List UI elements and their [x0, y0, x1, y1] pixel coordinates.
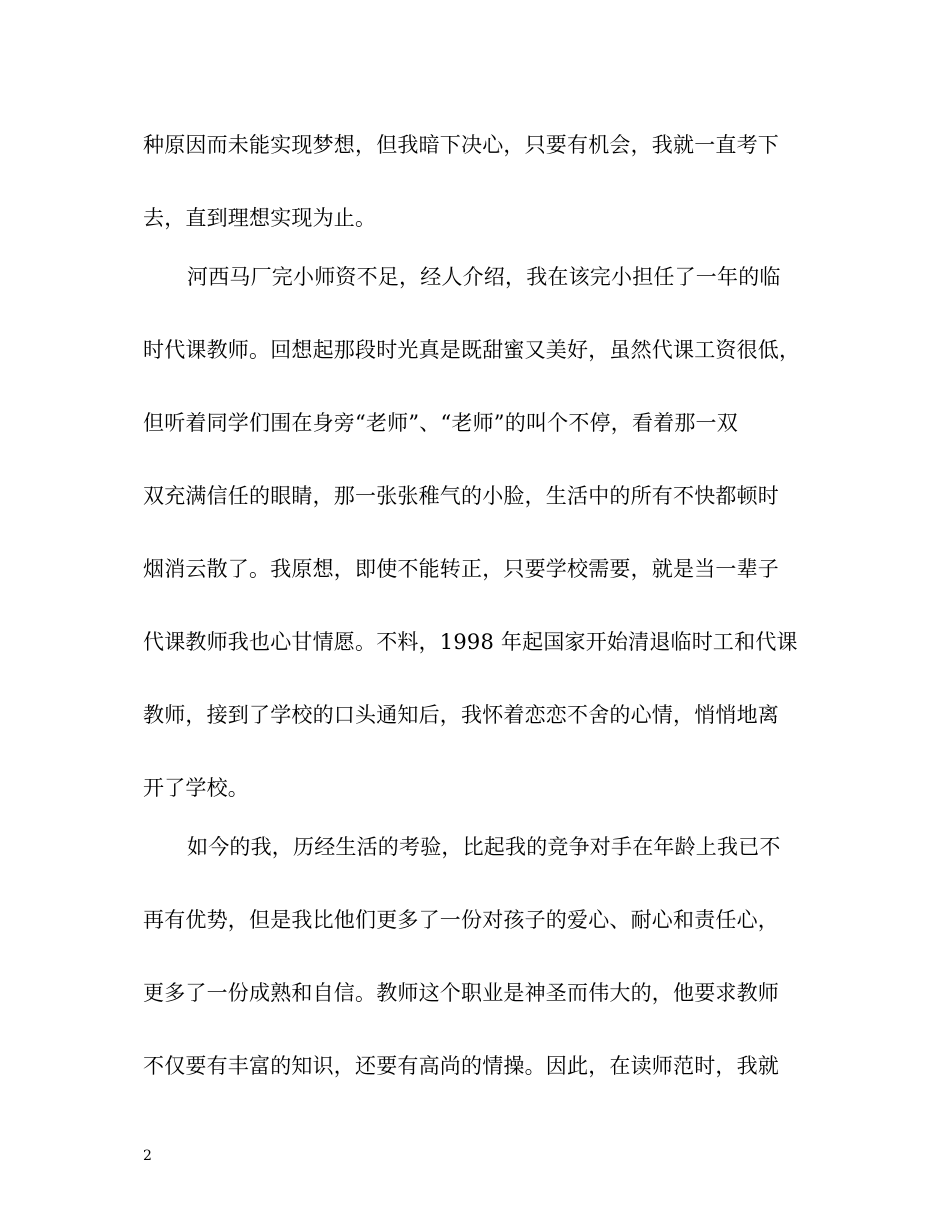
text-line: 代课教师我也心甘情愿。不料，1998 年起国家开始清退临时工和代课	[143, 630, 798, 654]
text-line: 但听着同学们围在身旁“老师”、“老师”的叫个不停，看着那一双	[143, 411, 738, 435]
text-line: 不仅要有丰富的知识，还要有高尚的情操。因此，在读师范时，我就	[143, 1054, 779, 1078]
text-line: 烟消云散了。我原想，即使不能转正，只要学校需要，就是当一辈子	[143, 557, 779, 581]
text-line: 更多了一份成熟和自信。教师这个职业是神圣而伟大的，他要求教师	[143, 981, 779, 1005]
text-line: 去，直到理想实现为止。	[143, 206, 377, 230]
text-line: 再有优势，但是我比他们更多了一份对孩子的爱心、耐心和责任心，	[143, 908, 779, 932]
page-number: 2	[143, 1148, 152, 1164]
text-line: 教师，接到了学校的口头通知后，我怀着恋恋不舍的心情，悄悄地离	[143, 703, 779, 727]
text-line: 开了学校。	[143, 776, 249, 800]
paragraph-start-line: 如今的我，历经生活的考验，比起我的竞争对手在年龄上我已不	[187, 835, 781, 859]
text-line: 双充满信任的眼睛，那一张张稚气的小脸，生活中的所有不快都顿时	[143, 484, 779, 508]
text-line: 种原因而未能实现梦想，但我暗下决心，只要有机会，我就一直考下	[143, 133, 779, 157]
paragraph-start-line: 河西马厂完小师资不足，经人介绍，我在该完小担任了一年的临	[187, 265, 781, 289]
text-line: 时代课教师。回想起那段时光真是既甜蜜又美好，虽然代课工资很低，	[143, 338, 801, 362]
